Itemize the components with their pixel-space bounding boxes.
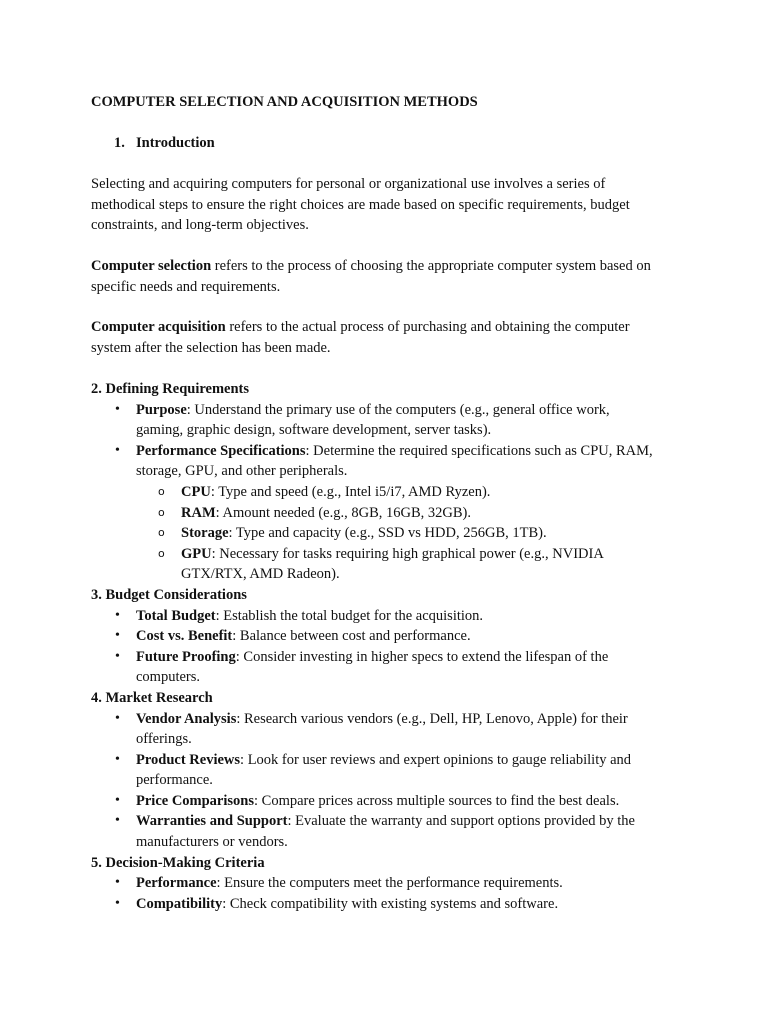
acquisition-paragraph-line (91, 317, 691, 338)
bullet-item-line: offerings. (136, 731, 192, 748)
sub-bullet-list (91, 482, 691, 585)
intro-paragraph-line: constraints, and long-term objectives. (91, 217, 309, 234)
bullet-item-text: : Ensure the computers meet the performance requirements. (216, 875, 563, 892)
bullet-list (91, 709, 691, 853)
intro-paragraph-line: Selecting and acquiring computers for personal or organizational use involves a series of (91, 176, 606, 192)
sub-bullet-item-line (181, 503, 691, 524)
bullet-item (91, 647, 691, 688)
bullet-item-term: Compatibility (136, 895, 223, 912)
acquisition-text: refers to the actual process of purchasing and obtaining the computer (225, 319, 630, 335)
intro-heading-number: 1. (114, 135, 125, 151)
selection-paragraph-line: specific needs and requirements. (91, 278, 281, 295)
bullet-item-line (136, 400, 691, 421)
bullet-icon: • (115, 401, 120, 417)
sub-bullet-item-text: : Type and capacity (e.g., SSD vs HDD, 256GB, 1TB). (228, 525, 547, 542)
selection-text: refers to the process of choosing the appropriate computer system based on (211, 258, 651, 274)
sub-bullet-item-term: RAM (181, 504, 216, 521)
bullet-item (91, 400, 691, 441)
bullet-list (91, 873, 691, 914)
bullet-item-line: computers. (136, 669, 201, 686)
intro-heading-text: Introduction (136, 135, 215, 151)
selection-term: Computer selection (91, 258, 212, 274)
bullet-item-term: Warranties and Support (136, 813, 288, 830)
intro-paragraph (91, 174, 691, 236)
sub-bullet-item-line: GTX/RTX, AMD Radeon). (181, 566, 340, 583)
bullet-item-line (136, 791, 691, 812)
bullet-item (91, 606, 691, 627)
circle-bullet-icon: o (158, 526, 165, 540)
bullet-item-text: : Establish the total budget for the acquisition. (215, 607, 484, 624)
bullet-item-line (136, 647, 691, 668)
section-heading: 2. Defining Requirements (91, 381, 250, 397)
intro-heading (114, 133, 215, 153)
acquisition-term: Computer acquisition (91, 319, 226, 335)
bullet-icon: • (115, 710, 120, 726)
section-heading: 3. Budget Considerations (91, 586, 247, 603)
bullet-list (91, 606, 691, 688)
bullet-item-term: Cost vs. Benefit (136, 628, 233, 645)
bullet-icon: • (115, 875, 120, 891)
section-heading: 5. Decision-Making Criteria (91, 854, 265, 871)
sub-bullet-item-line (181, 523, 691, 544)
bullet-item (91, 441, 691, 482)
bullet-item-term: Purpose (136, 401, 187, 418)
sub-bullet-item (136, 544, 691, 585)
bullet-item-line: manufacturers or vendors. (136, 834, 288, 851)
selection-paragraph-line (91, 256, 691, 277)
bullet-item-term: Price Comparisons (136, 792, 254, 809)
intro-paragraph-line: methodical steps to ensure the right choices are made based on specific requirements, budget (91, 196, 630, 213)
bullet-icon: • (115, 813, 120, 829)
bullet-item-text: : Determine the required specifications such as CPU, RAM, (305, 442, 653, 459)
bullet-item (91, 750, 691, 791)
bullet-item-term: Product Reviews (136, 751, 241, 768)
bullet-item-line (136, 441, 691, 462)
sub-bullet-item-text: : Type and speed (e.g., Intel i5/i7, AMD Ryzen). (210, 483, 491, 500)
bullet-item-term: Future Proofing (136, 648, 236, 665)
sub-bullet-item-term: Storage (181, 525, 229, 542)
sub-bullet-item (136, 482, 691, 503)
bullet-item-term: Vendor Analysis (136, 710, 237, 727)
bullet-icon: • (115, 607, 120, 623)
bullet-item-text: : Look for user reviews and expert opinions to gauge reliability and (240, 751, 632, 768)
bullet-item-line: performance. (136, 772, 213, 789)
acquisition-paragraph (91, 317, 691, 358)
bullet-item (91, 873, 691, 894)
bullet-item-text: : Check compatibility with existing systems and software. (222, 895, 559, 912)
bullet-item-text: : Compare prices across multiple sources to find the best deals. (254, 792, 620, 809)
bullet-item (91, 791, 691, 812)
bullet-item-text: : Research various vendors (e.g., Dell, HP, Lenovo, Apple) for their (236, 710, 628, 727)
selection-paragraph (91, 256, 691, 297)
bullet-item (91, 709, 691, 750)
sub-bullet-item-text: : Amount needed (e.g., 8GB, 16GB, 32GB). (215, 504, 471, 521)
bullet-item-line (136, 626, 691, 647)
bullet-item-term: Performance Specifications (136, 442, 306, 459)
bullet-item-line (136, 873, 691, 894)
bullet-item-text: : Balance between cost and performance. (232, 628, 471, 645)
sub-bullet-item-term: GPU (181, 545, 212, 562)
bullet-item-line (136, 750, 691, 771)
bullet-icon: • (115, 442, 120, 458)
document-title: COMPUTER SELECTION AND ACQUISITION METHODS (91, 94, 478, 110)
bullet-icon: • (115, 648, 120, 664)
bullet-item-term: Performance (136, 875, 217, 892)
bullet-item-line: gaming, graphic design, software development, server tasks). (136, 422, 492, 439)
sub-bullet-item (136, 523, 691, 544)
bullet-item-text: : Consider investing in higher specs to extend the lifespan of the (235, 648, 609, 665)
sub-bullet-item-line (181, 482, 691, 503)
acquisition-paragraph-line: system after the selection has been made. (91, 339, 331, 356)
sub-bullet-item-text: : Necessary for tasks requiring high graphical power (e.g., NVIDIA (211, 545, 604, 562)
sub-bullet-item-line (181, 544, 691, 565)
bullet-item-term: Total Budget (136, 607, 216, 624)
bullet-item-line (136, 709, 691, 730)
bullet-icon: • (115, 895, 120, 911)
sub-bullet-item-term: CPU (181, 483, 211, 500)
bullet-icon: • (115, 751, 120, 767)
sub-bullet-item (136, 503, 691, 524)
bullet-item-line: storage, GPU, and other peripherals. (136, 463, 348, 480)
section-heading: 4. Market Research (91, 689, 213, 706)
bullet-icon: • (115, 628, 120, 644)
bullet-item-line (136, 811, 691, 832)
circle-bullet-icon: o (158, 505, 165, 519)
bullet-item-line (136, 894, 691, 915)
bullet-item (91, 626, 691, 647)
circle-bullet-icon: o (158, 484, 165, 498)
bullet-item (91, 894, 691, 915)
bullet-item (91, 811, 691, 852)
bullet-item-text: : Evaluate the warranty and support options provided by the (287, 813, 635, 830)
bullet-icon: • (115, 792, 120, 808)
document-sections (91, 379, 691, 914)
circle-bullet-icon: o (158, 546, 165, 560)
bullet-item-line (136, 606, 691, 627)
bullet-item-text: : Understand the primary use of the computers (e.g., general office work, (186, 401, 610, 418)
bullet-list (91, 400, 691, 482)
